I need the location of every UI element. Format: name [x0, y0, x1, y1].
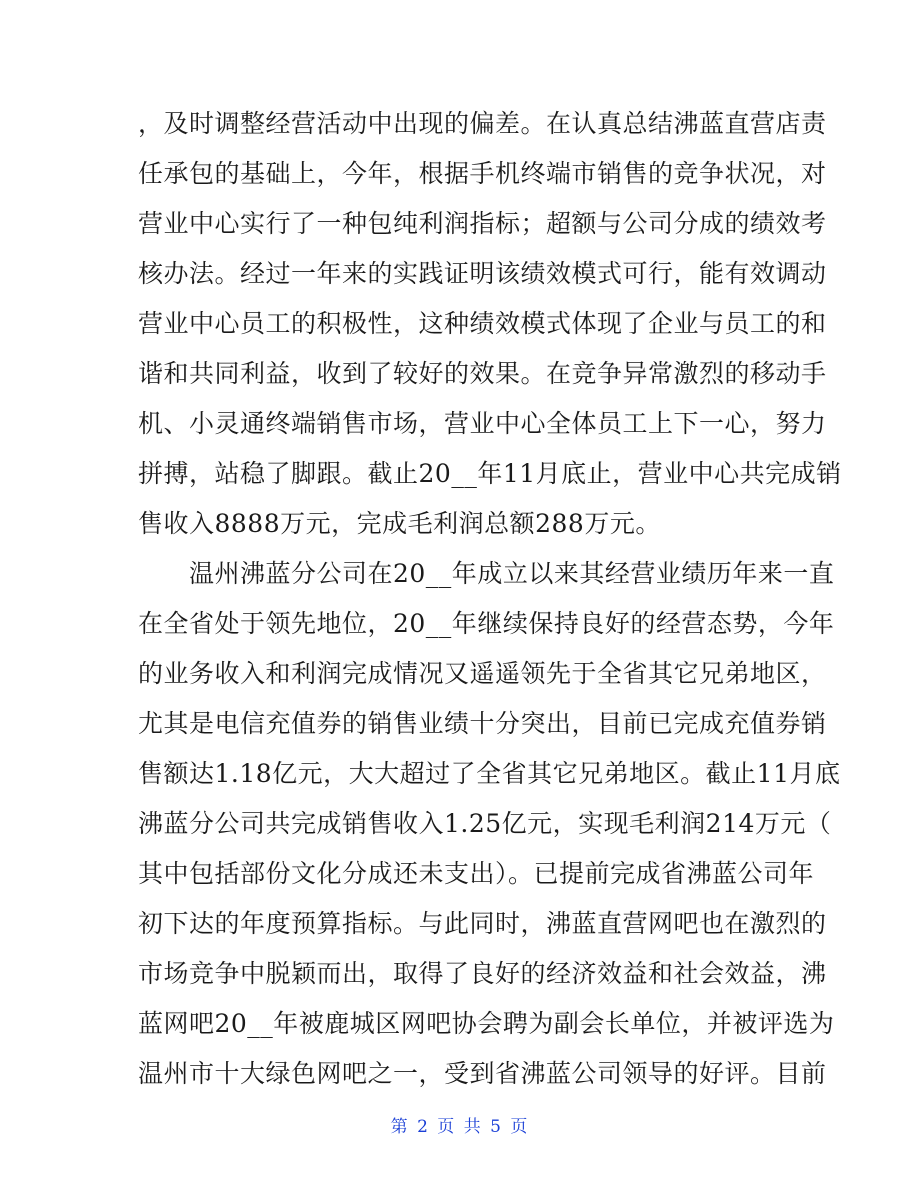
text-line: 谐和共同利益，收到了较好的效果。在竞争异常激烈的移动手 — [138, 359, 827, 388]
text-line: 核办法。经过一年来的实践证明该绩效模式可行，能有效调动 — [138, 259, 827, 288]
text-line: 其中包括部份文化分成还未支出）。已提前完成省沸蓝公司年 — [138, 859, 815, 888]
text-line: 尤其是电信充值券的销售业绩十分突出，目前已完成充值券销 — [138, 709, 827, 738]
paragraph-1 — [138, 99, 842, 549]
text-line: 市场竞争中脱颖而出，取得了良好的经济效益和社会效益，沸 — [138, 959, 827, 988]
text-line: 温州沸蓝分公司在20__年成立以来其经营业绩历年来一直 — [138, 559, 835, 588]
text-line: 机、小灵通终端销售市场，营业中心全体员工上下一心，努力 — [138, 409, 827, 438]
text-line: 售额达1.18亿元，大大超过了全省其它兄弟地区。截止11月底 — [138, 759, 841, 788]
text-line: 任承包的基础上，今年，根据手机终端市销售的竞争状况，对 — [138, 159, 827, 188]
text-line: 初下达的年度预算指标。与此同时，沸蓝直营网吧也在激烈的 — [138, 909, 827, 938]
text-line: 温州市十大绿色网吧之一，受到省沸蓝公司领导的好评。目前 — [138, 1059, 827, 1088]
text-line: 在全省处于领先地位，20__年继续保持良好的经营态势，今年 — [138, 609, 835, 638]
page-number-footer: 第 2 页 共 5 页 — [390, 1117, 530, 1137]
paragraph-2 — [138, 549, 841, 1099]
document-body — [138, 99, 842, 1099]
text-line: 营业中心实行了一种包纯利润指标；超额与公司分成的绩效考 — [138, 209, 827, 238]
text-line: 的业务收入和利润完成情况又遥遥领先于全省其它兄弟地区， — [138, 659, 827, 688]
text-line: 售收入8888万元，完成毛利润总额288万元。 — [138, 509, 661, 538]
text-line: 营业中心员工的积极性，这种绩效模式体现了企业与员工的和 — [138, 309, 827, 338]
text-line: 沸蓝分公司共完成销售收入1.25亿元，实现毛利润214万元（ — [138, 809, 832, 838]
text-line: 蓝网吧20__年被鹿城区网吧协会聘为副会长单位，并被评选为 — [138, 1009, 835, 1038]
text-line: 拼搏，站稳了脚跟。截止20__年11月底止，营业中心共完成销 — [138, 459, 842, 488]
text-line: ，及时调整经营活动中出现的偏差。在认真总结沸蓝直营店责 — [138, 109, 827, 138]
